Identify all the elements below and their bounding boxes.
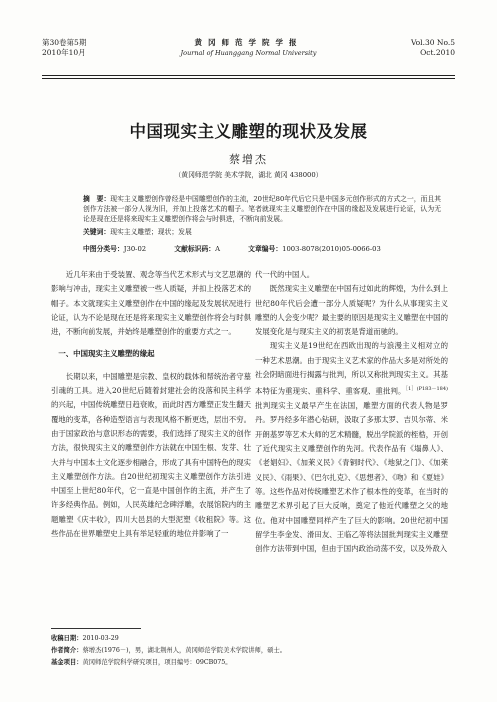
right-column [255, 268, 448, 556]
volume-en: Vol.30 No.5 [410, 38, 455, 47]
issue-cn: 第30卷第5期 [42, 38, 87, 47]
journal-name-en: Journal of Huanggang Normal University [180, 49, 317, 57]
footnote-label: 基金项目： [51, 659, 83, 666]
classification-line [83, 243, 443, 253]
body-paragraph: 长期以来，中国雕塑是宗教、皇权的载体和帮统治者守墓引魂的工具。进入20世纪后随着封建社会的没落和民主科学的兴起，中国传统雕塑日趋衰败，而此时西方雕塑正发生翻天覆地的变革，各种造型语言与表现风格不断更迭，层出不穷。由于国家政治与意识形态的需要，我们选择了现实主义的创作方法，很快现实主义的雕塑创作方法就在中国生根、发芽、壮大并与中国本土文化逐步相融合，形成了具有中国特色的现实主义雕塑创作方法。自20世纪初现实主义雕塑创作方法引进中国至上世纪80年代，它一直是中国创作的主流，并产生了许多经典作品。例如，人民英雄纪念碑浮雕，农展馆院内的主题雕塑《庆丰收》，四川大邑县的大型泥塑《收租院》等。这些作品在世界雕塑史上具有举足轻重的地位并影响了一 [51, 371, 251, 539]
footnote-label: 收稿日期： [51, 635, 83, 642]
body-paragraph [255, 339, 448, 556]
footnote-text: 黄冈师范学院科学研究项目，项目编号：09CB075。 [82, 659, 232, 666]
footnote-text: 蔡增杰(1976－)，男，湖北荆州人，黄冈师范学院美术学院讲师，硕士。 [82, 647, 287, 654]
body-paragraph: 既然现实主义雕塑在中国有过如此的辉煌，为什么到上世纪80年代后会遭一部分人质疑呢？为什么从事现实主义雕塑的人会变少呢？最主要的原因是现实主义雕塑在中国的发展变化是与现实主义的初衷是背道而驰的。 [255, 284, 448, 337]
footnote-fund [51, 658, 232, 668]
article-title: 中国现实主义雕塑的现状及发展 [129, 122, 368, 141]
clc-value: J30-02 [123, 245, 147, 253]
header-rule-thin [42, 78, 455, 79]
clc-block [83, 243, 146, 253]
date-en: Oct.2010 [420, 48, 455, 57]
section-heading: 一、中国现实主义雕塑的缘起 [58, 349, 155, 359]
citation-ref: ［1］(P183－184) [405, 386, 448, 393]
footnote-label: 作者简介： [51, 647, 83, 654]
footnote-text: 2010-03-29 [82, 635, 119, 642]
footnote-received [51, 634, 119, 644]
journal-name-cn: 黄冈师范学院学报 [194, 38, 303, 47]
footnote-author [51, 646, 286, 656]
keywords [83, 226, 192, 236]
header-rule-thick [42, 75, 455, 76]
art-value: 1003-8078(2010)05-0066-03 [282, 245, 381, 253]
abstract-label: 摘 要： [83, 195, 111, 203]
running-header [42, 36, 455, 64]
article-author: 蔡增杰 [229, 153, 268, 166]
intro-paragraph: 近几年来由于受装置、观念等当代艺术形式与文艺思潮的影响与冲击，现实主义雕塑被一些人质疑，并扣上投落艺术的帽子。本文就现实主义雕塑创作在中国的缘起及发展状况进行论证，认为不论是现在还是将来现实主义雕塑创作将会与时俱进，不断向前发展，并始终是雕塑创作的重要方式之一。 [51, 270, 251, 337]
abstract [83, 194, 441, 225]
left-column [51, 268, 251, 541]
author-affiliation: （黄冈师范学院 美术学院，湖北 黄冈 438000） [174, 171, 323, 179]
doc-value: A [215, 245, 220, 253]
continued-paragraph: 代一代的中国人。 [255, 270, 315, 279]
keywords-label: 关键词： [83, 228, 111, 236]
paragraph-text: 批判现实主义最早产生在法国，雕塑方面的代表人物是罗丹。罗丹经多年潜心钻研，汲取了多那太罗、吉贝尔蒂、米开朗基罗等艺术大师的艺术精髓，脱出学院派的桎梏，开创了近代现实主义雕塑创作的先河。代表作品有《塌鼻人》、《老娼妇》、《加莱义民》《青铜时代》、《地狱之门》、《加莱义民》、《雨果》、《巴尔扎克》、《思想者》、《吻》和《夏娃》等。这些作品对传统雕塑艺术作了根本性的变革，在当时的雕塑艺术界引起了巨大反响，奠定了他近代雕塑之父的地位。他对中国雕塑同样产生了巨大的影响。20世纪初中国留学生李金发、滑田友、王临乙等将法国批判现实主义雕塑创作方法带到中国，但由于国内政治动荡不安，以及外敌入 [255, 401, 448, 554]
clc-label: 中图分类号： [83, 245, 124, 253]
header-center [42, 38, 455, 58]
abstract-text: 现实主义雕塑创作曾经是中国雕塑创作的主流，20世纪80年代后它只是中国多元创作形式的方式之一，而且其创作方法被一部分人视为旧，并加上投落艺术的帽子。笔者就现实主义雕塑创作在中国的缘起及发展进行论证，认为无论是现在还是将来现实主义雕塑创作将会与时俱进，不断向前发展。 [83, 195, 442, 224]
art-label: 文章编号： [248, 245, 283, 253]
header-right [411, 38, 455, 58]
art-block [248, 243, 381, 253]
doc-block [174, 243, 220, 253]
doc-label: 文献标识码： [174, 245, 216, 253]
keywords-text: 现实主义雕塑；现状；发展 [110, 228, 192, 236]
paragraph-text: 现实主义是19世纪在西欧出现的与浪漫主义相对立的一种艺术思潮。由于现实主义艺术家的作品大多是对所处的社会阴暗面进行揭露与批判，所以又称批判现实主义。其基本特征为重现实、重科学、重客观、重批判。 [255, 341, 448, 396]
date-cn: 2010年10月 [42, 48, 86, 57]
footnote-rule [51, 628, 141, 629]
